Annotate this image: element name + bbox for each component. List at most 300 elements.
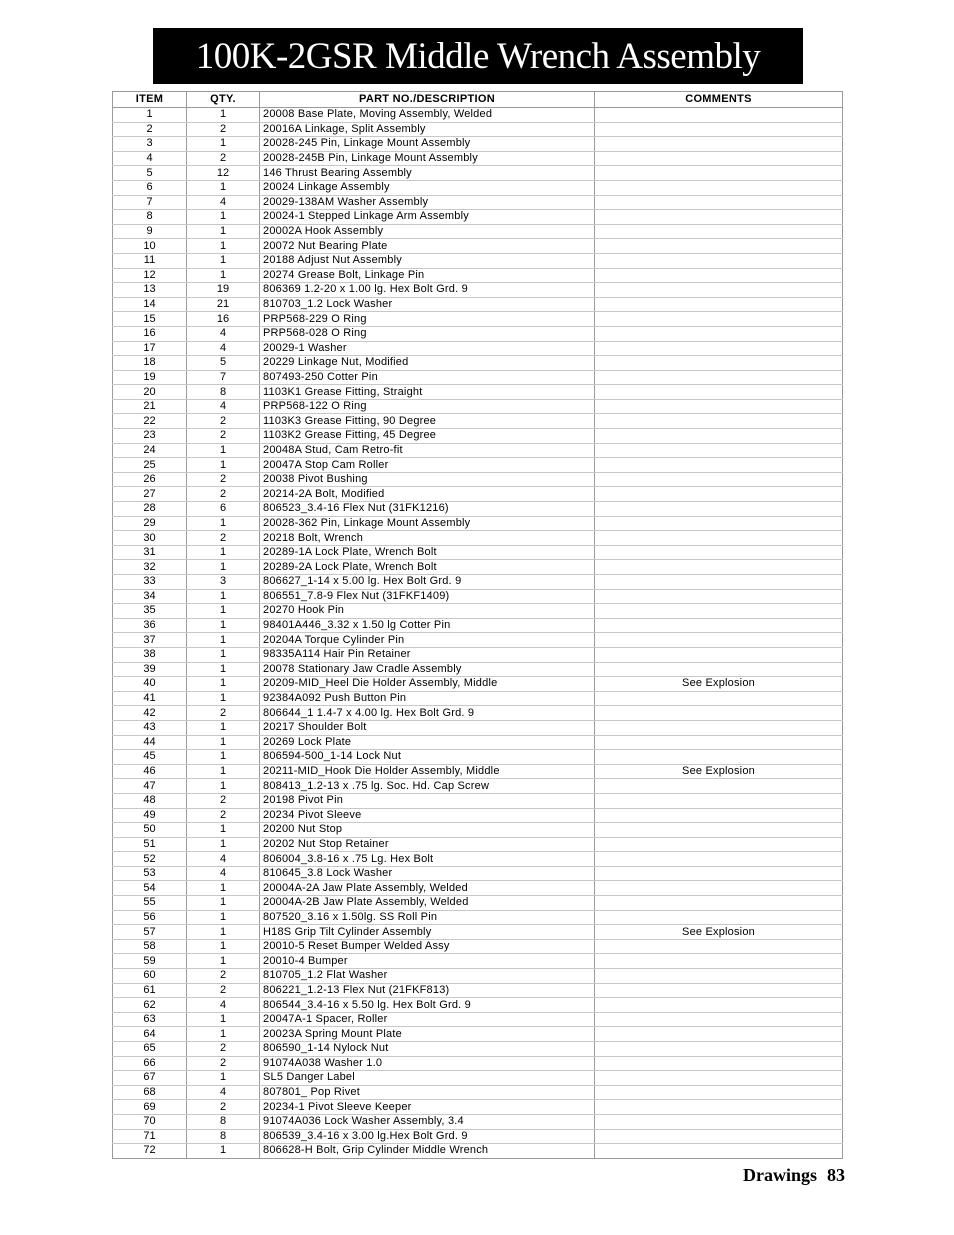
table-row (113, 1100, 843, 1115)
cell-description: 806221_1.2-13 Flex Nut (21FKF813) (260, 983, 595, 998)
cell-qty: 2 (187, 472, 260, 487)
cell-comments (595, 531, 843, 546)
cell-comments (595, 122, 843, 137)
cell-description: 20028-362 Pin, Linkage Mount Assembly (260, 516, 595, 531)
cell-qty: 4 (187, 195, 260, 210)
cell-qty: 4 (187, 399, 260, 414)
cell-qty: 1 (187, 925, 260, 940)
table-row (113, 983, 843, 998)
cell-qty: 1 (187, 662, 260, 677)
table-row (113, 224, 843, 239)
cell-qty: 3 (187, 575, 260, 590)
table-row (113, 750, 843, 765)
table-row (113, 195, 843, 210)
cell-description: 92384A092 Push Button Pin (260, 691, 595, 706)
cell-item: 70 (113, 1114, 187, 1129)
cell-description: 20217 Shoulder Bolt (260, 720, 595, 735)
cell-qty: 1 (187, 896, 260, 911)
cell-comments (595, 691, 843, 706)
cell-comments (595, 633, 843, 648)
cell-description: SL5 Danger Label (260, 1071, 595, 1086)
table-row (113, 458, 843, 473)
table-row (113, 706, 843, 721)
cell-qty: 1 (187, 1012, 260, 1027)
cell-description: 807520_3.16 x 1.50lg. SS Roll Pin (260, 910, 595, 925)
cell-description: 806644_1 1.4-7 x 4.00 lg. Hex Bolt Grd. 9 (260, 706, 595, 721)
cell-description: 20023A Spring Mount Plate (260, 1027, 595, 1042)
cell-qty: 12 (187, 166, 260, 181)
cell-qty: 1 (187, 239, 260, 254)
cell-description: 806627_1-14 x 5.00 lg. Hex Bolt Grd. 9 (260, 575, 595, 590)
table-row (113, 1071, 843, 1086)
table-row (113, 1085, 843, 1100)
cell-qty: 4 (187, 852, 260, 867)
cell-item: 62 (113, 998, 187, 1013)
cell-description: 806590_1-14 Nylock Nut (260, 1042, 595, 1057)
cell-comments (595, 137, 843, 152)
cell-item: 19 (113, 370, 187, 385)
cell-description: 20198 Pivot Pin (260, 793, 595, 808)
cell-item: 5 (113, 166, 187, 181)
table-row (113, 866, 843, 881)
cell-comments (595, 1012, 843, 1027)
cell-comments (595, 837, 843, 852)
cell-comments (595, 881, 843, 896)
cell-description: 20204A Torque Cylinder Pin (260, 633, 595, 648)
table-row (113, 545, 843, 560)
cell-comments (595, 910, 843, 925)
table-row (113, 808, 843, 823)
cell-description: 810645_3.8 Lock Washer (260, 866, 595, 881)
cell-qty: 2 (187, 1056, 260, 1071)
cell-item: 3 (113, 137, 187, 152)
page-footer (743, 1165, 845, 1186)
table-row (113, 326, 843, 341)
cell-item: 61 (113, 983, 187, 998)
cell-qty: 2 (187, 487, 260, 502)
cell-qty: 1 (187, 180, 260, 195)
cell-comments (595, 385, 843, 400)
cell-description: 810703_1.2 Lock Washer (260, 297, 595, 312)
table-row (113, 151, 843, 166)
cell-item: 53 (113, 866, 187, 881)
cell-description: PRP568-229 O Ring (260, 312, 595, 327)
cell-comments: See Explosion (595, 764, 843, 779)
cell-item: 2 (113, 122, 187, 137)
cell-item: 31 (113, 545, 187, 560)
table-row (113, 618, 843, 633)
cell-item: 47 (113, 779, 187, 794)
table-row (113, 881, 843, 896)
cell-item: 48 (113, 793, 187, 808)
table-row (113, 969, 843, 984)
cell-item: 24 (113, 443, 187, 458)
cell-description: 20047A-1 Spacer, Roller (260, 1012, 595, 1027)
cell-comments (595, 866, 843, 881)
cell-description: 20028-245 Pin, Linkage Mount Assembly (260, 137, 595, 152)
cell-qty: 1 (187, 1071, 260, 1086)
cell-qty: 1 (187, 589, 260, 604)
cell-description: 20002A Hook Assembly (260, 224, 595, 239)
cell-item: 32 (113, 560, 187, 575)
cell-description: 20028-245B Pin, Linkage Mount Assembly (260, 151, 595, 166)
table-row (113, 166, 843, 181)
parts-table (112, 91, 843, 1159)
cell-item: 22 (113, 414, 187, 429)
cell-description: 806369 1.2-20 x 1.00 lg. Hex Bolt Grd. 9 (260, 283, 595, 298)
cell-qty: 8 (187, 385, 260, 400)
cell-description: 20229 Linkage Nut, Modified (260, 356, 595, 371)
cell-item: 9 (113, 224, 187, 239)
cell-comments (595, 662, 843, 677)
cell-description: 810705_1.2 Flat Washer (260, 969, 595, 984)
table-row (113, 283, 843, 298)
cell-item: 7 (113, 195, 187, 210)
cell-description: 146 Thrust Bearing Assembly (260, 166, 595, 181)
table-row (113, 180, 843, 195)
cell-item: 11 (113, 253, 187, 268)
cell-comments (595, 1085, 843, 1100)
cell-qty: 8 (187, 1114, 260, 1129)
cell-description: 806539_3.4-16 x 3.00 lg.Hex Bolt Grd. 9 (260, 1129, 595, 1144)
table-row (113, 720, 843, 735)
cell-comments (595, 793, 843, 808)
table-row (113, 925, 843, 940)
cell-description: 20269 Lock Plate (260, 735, 595, 750)
cell-item: 8 (113, 210, 187, 225)
cell-description: 20029-1 Washer (260, 341, 595, 356)
table-row (113, 575, 843, 590)
cell-item: 14 (113, 297, 187, 312)
cell-comments (595, 487, 843, 502)
table-row (113, 429, 843, 444)
table-row (113, 516, 843, 531)
cell-item: 65 (113, 1042, 187, 1057)
footer-section-label: Drawings (742, 1165, 817, 1185)
cell-item: 43 (113, 720, 187, 735)
table-row (113, 443, 843, 458)
cell-description: 20200 Nut Stop (260, 823, 595, 838)
cell-description: 20270 Hook Pin (260, 604, 595, 619)
cell-description: 20211-MID_Hook Die Holder Assembly, Middle (260, 764, 595, 779)
table-row (113, 356, 843, 371)
cell-item: 51 (113, 837, 187, 852)
cell-qty: 19 (187, 283, 260, 298)
cell-comments (595, 224, 843, 239)
cell-comments (595, 618, 843, 633)
table-row (113, 137, 843, 152)
table-row (113, 910, 843, 925)
page-number: 83 (827, 1165, 845, 1185)
cell-description: 807493-250 Cotter Pin (260, 370, 595, 385)
cell-item: 10 (113, 239, 187, 254)
cell-qty: 1 (187, 939, 260, 954)
cell-item: 52 (113, 852, 187, 867)
cell-qty: 2 (187, 151, 260, 166)
cell-comments (595, 180, 843, 195)
cell-comments (595, 443, 843, 458)
cell-qty: 1 (187, 516, 260, 531)
cell-item: 40 (113, 677, 187, 692)
table-row (113, 939, 843, 954)
header-description: PART NO./DESCRIPTION (260, 92, 595, 108)
header-qty: QTY. (187, 92, 260, 108)
cell-item: 17 (113, 341, 187, 356)
cell-description: H18S Grip Tilt Cylinder Assembly (260, 925, 595, 940)
cell-comments (595, 823, 843, 838)
cell-comments (595, 210, 843, 225)
table-row (113, 647, 843, 662)
cell-comments (595, 1144, 843, 1159)
cell-item: 16 (113, 326, 187, 341)
cell-item: 42 (113, 706, 187, 721)
cell-qty: 5 (187, 356, 260, 371)
table-row (113, 1027, 843, 1042)
cell-item: 35 (113, 604, 187, 619)
cell-comments (595, 356, 843, 371)
cell-comments (595, 852, 843, 867)
cell-item: 23 (113, 429, 187, 444)
cell-description: PRP568-122 O Ring (260, 399, 595, 414)
cell-comments (595, 647, 843, 662)
cell-item: 28 (113, 502, 187, 517)
cell-qty: 2 (187, 808, 260, 823)
cell-item: 45 (113, 750, 187, 765)
cell-item: 58 (113, 939, 187, 954)
cell-item: 6 (113, 180, 187, 195)
cell-description: 806628-H Bolt, Grip Cylinder Middle Wrench (260, 1144, 595, 1159)
cell-comments (595, 1042, 843, 1057)
cell-comments (595, 545, 843, 560)
cell-comments (595, 399, 843, 414)
table-row (113, 793, 843, 808)
cell-description: 98401A446_3.32 x 1.50 lg Cotter Pin (260, 618, 595, 633)
cell-comments (595, 1100, 843, 1115)
table-row (113, 312, 843, 327)
cell-item: 30 (113, 531, 187, 546)
cell-comments (595, 370, 843, 385)
cell-comments (595, 312, 843, 327)
cell-description: 20072 Nut Bearing Plate (260, 239, 595, 254)
cell-item: 12 (113, 268, 187, 283)
table-row (113, 487, 843, 502)
table-row (113, 122, 843, 137)
cell-qty: 2 (187, 429, 260, 444)
cell-comments (595, 516, 843, 531)
cell-comments (595, 575, 843, 590)
cell-item: 69 (113, 1100, 187, 1115)
cell-description: 20010-5 Reset Bumper Welded Assy (260, 939, 595, 954)
cell-item: 68 (113, 1085, 187, 1100)
cell-item: 4 (113, 151, 187, 166)
table-row (113, 677, 843, 692)
cell-comments (595, 239, 843, 254)
table-row (113, 1144, 843, 1159)
cell-item: 72 (113, 1144, 187, 1159)
cell-qty: 2 (187, 1100, 260, 1115)
cell-item: 46 (113, 764, 187, 779)
cell-qty: 1 (187, 720, 260, 735)
cell-comments (595, 735, 843, 750)
page-title: 100K-2GSR Middle Wrench Assembly (153, 28, 803, 84)
cell-qty: 1 (187, 108, 260, 123)
cell-comments (595, 326, 843, 341)
cell-item: 21 (113, 399, 187, 414)
cell-qty: 21 (187, 297, 260, 312)
cell-comments (595, 604, 843, 619)
cell-qty: 1 (187, 691, 260, 706)
cell-qty: 1 (187, 881, 260, 896)
table-row (113, 1012, 843, 1027)
table-row (113, 954, 843, 969)
cell-description: 20274 Grease Bolt, Linkage Pin (260, 268, 595, 283)
cell-item: 59 (113, 954, 187, 969)
cell-description: 807801_ Pop Rivet (260, 1085, 595, 1100)
table-row (113, 779, 843, 794)
cell-description: 20234 Pivot Sleeve (260, 808, 595, 823)
table-row (113, 1129, 843, 1144)
cell-comments (595, 779, 843, 794)
cell-item: 13 (113, 283, 187, 298)
cell-comments (595, 341, 843, 356)
cell-description: 20004A-2A Jaw Plate Assembly, Welded (260, 881, 595, 896)
cell-qty: 1 (187, 954, 260, 969)
cell-qty: 2 (187, 1042, 260, 1057)
cell-qty: 1 (187, 210, 260, 225)
cell-comments (595, 253, 843, 268)
cell-qty: 1 (187, 647, 260, 662)
cell-comments (595, 268, 843, 283)
cell-description: 20289-2A Lock Plate, Wrench Bolt (260, 560, 595, 575)
cell-qty: 1 (187, 779, 260, 794)
cell-description: 806544_3.4-16 x 5.50 lg. Hex Bolt Grd. 9 (260, 998, 595, 1013)
cell-item: 38 (113, 647, 187, 662)
cell-item: 18 (113, 356, 187, 371)
table-row (113, 764, 843, 779)
cell-item: 25 (113, 458, 187, 473)
cell-comments (595, 808, 843, 823)
cell-item: 29 (113, 516, 187, 531)
cell-description: 20047A Stop Cam Roller (260, 458, 595, 473)
table-row (113, 414, 843, 429)
cell-item: 1 (113, 108, 187, 123)
cell-item: 64 (113, 1027, 187, 1042)
cell-description: 20234-1 Pivot Sleeve Keeper (260, 1100, 595, 1115)
cell-qty: 2 (187, 983, 260, 998)
cell-item: 39 (113, 662, 187, 677)
cell-description: 808413_1.2-13 x .75 lg. Soc. Hd. Cap Screw (260, 779, 595, 794)
cell-item: 63 (113, 1012, 187, 1027)
table-row (113, 370, 843, 385)
table-row (113, 210, 843, 225)
cell-qty: 1 (187, 253, 260, 268)
cell-item: 20 (113, 385, 187, 400)
cell-qty: 2 (187, 414, 260, 429)
table-row (113, 735, 843, 750)
cell-description: PRP568-028 O Ring (260, 326, 595, 341)
cell-comments (595, 283, 843, 298)
table-row (113, 633, 843, 648)
cell-qty: 1 (187, 604, 260, 619)
table-row (113, 385, 843, 400)
table-row (113, 589, 843, 604)
table-row (113, 297, 843, 312)
cell-description: 20024-1 Stepped Linkage Arm Assembly (260, 210, 595, 225)
cell-description: 20004A-2B Jaw Plate Assembly, Welded (260, 896, 595, 911)
cell-item: 34 (113, 589, 187, 604)
cell-description: 20209-MID_Heel Die Holder Assembly, Middle (260, 677, 595, 692)
cell-description: 20202 Nut Stop Retainer (260, 837, 595, 852)
table-header-row (113, 92, 843, 108)
cell-description: 20289-1A Lock Plate, Wrench Bolt (260, 545, 595, 560)
cell-comments (595, 297, 843, 312)
cell-qty: 1 (187, 677, 260, 692)
cell-qty: 1 (187, 735, 260, 750)
cell-comments: See Explosion (595, 677, 843, 692)
cell-qty: 1 (187, 224, 260, 239)
cell-comments: See Explosion (595, 925, 843, 940)
cell-comments (595, 502, 843, 517)
table-row (113, 852, 843, 867)
table-row (113, 823, 843, 838)
table-row (113, 268, 843, 283)
cell-qty: 2 (187, 793, 260, 808)
cell-qty: 1 (187, 633, 260, 648)
table-row (113, 1042, 843, 1057)
cell-comments (595, 1129, 843, 1144)
cell-qty: 4 (187, 326, 260, 341)
cell-item: 67 (113, 1071, 187, 1086)
cell-qty: 4 (187, 998, 260, 1013)
cell-item: 60 (113, 969, 187, 984)
cell-qty: 1 (187, 137, 260, 152)
cell-comments (595, 151, 843, 166)
cell-qty: 7 (187, 370, 260, 385)
cell-description: 20010-4 Bumper (260, 954, 595, 969)
cell-description: 1103K1 Grease Fitting, Straight (260, 385, 595, 400)
cell-comments (595, 998, 843, 1013)
cell-comments (595, 429, 843, 444)
cell-item: 57 (113, 925, 187, 940)
cell-qty: 1 (187, 823, 260, 838)
table-row (113, 531, 843, 546)
cell-qty: 1 (187, 1144, 260, 1159)
cell-item: 41 (113, 691, 187, 706)
cell-item: 50 (113, 823, 187, 838)
table-row (113, 502, 843, 517)
table-row (113, 604, 843, 619)
cell-description: 20078 Stationary Jaw Cradle Assembly (260, 662, 595, 677)
cell-qty: 1 (187, 560, 260, 575)
cell-qty: 1 (187, 545, 260, 560)
table-row (113, 998, 843, 1013)
cell-item: 55 (113, 896, 187, 911)
cell-qty: 2 (187, 122, 260, 137)
cell-description: 20029-138AM Washer Assembly (260, 195, 595, 210)
cell-comments (595, 983, 843, 998)
cell-description: 20016A Linkage, Split Assembly (260, 122, 595, 137)
cell-qty: 6 (187, 502, 260, 517)
cell-qty: 4 (187, 341, 260, 356)
header-item: ITEM (113, 92, 187, 108)
cell-qty: 4 (187, 1085, 260, 1100)
cell-qty: 4 (187, 866, 260, 881)
table-row (113, 837, 843, 852)
cell-item: 56 (113, 910, 187, 925)
cell-comments (595, 896, 843, 911)
cell-comments (595, 472, 843, 487)
cell-description: 91074A038 Washer 1.0 (260, 1056, 595, 1071)
